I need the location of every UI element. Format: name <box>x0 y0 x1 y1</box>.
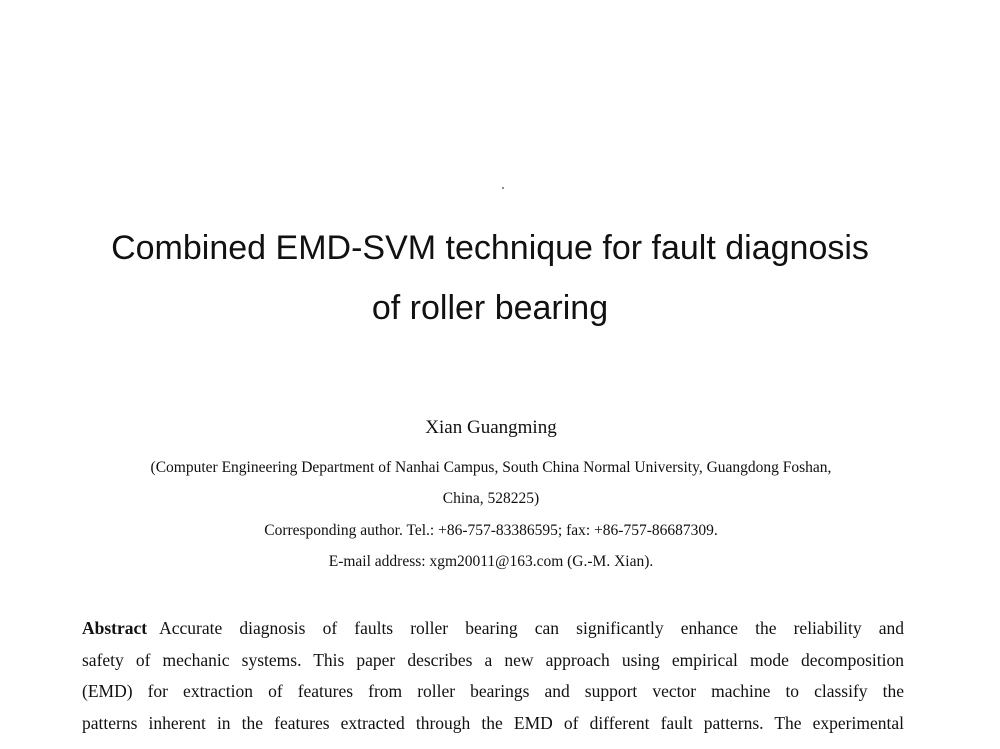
corresponding-author-contact: Corresponding author. Tel.: +86-757-83386595; fax: +86-757-86687309. <box>264 522 718 539</box>
paper-title <box>0 218 980 338</box>
abstract-line-4: patterns inherent in the features extracted through the EMD of different fault patterns. The experimental <box>82 712 904 733</box>
abstract-line-1 <box>82 613 904 645</box>
affiliation-line-2: China, 528225) <box>442 490 540 507</box>
affiliation-line-1: (Computer Engineering Department of Nanhai Campus, South China Normal University, Guangdong Foshan, <box>150 459 832 476</box>
abstract-text-1: Accurate diagnosis of faults roller bearing can significantly enhance the reliability and <box>159 618 904 638</box>
title-line-2: of roller bearing <box>371 289 609 327</box>
abstract-section <box>82 613 904 739</box>
stray-dot <box>502 187 504 189</box>
abstract-line-3: (EMD) for extraction of features from roller bearings and support vector machine to classify the <box>82 681 904 701</box>
email-address: E-mail address: xgm20011@163.com (G.-M. Xian). <box>328 553 654 570</box>
abstract-label: Abstract <box>82 618 148 638</box>
abstract-line-2: safety of mechanic systems. This paper describes a new approach using empirical mode decomposition <box>82 649 904 670</box>
title-line-1: Combined EMD-SVM technique for fault diagnosis <box>111 229 869 267</box>
author-name: Xian Guangming <box>425 417 557 438</box>
